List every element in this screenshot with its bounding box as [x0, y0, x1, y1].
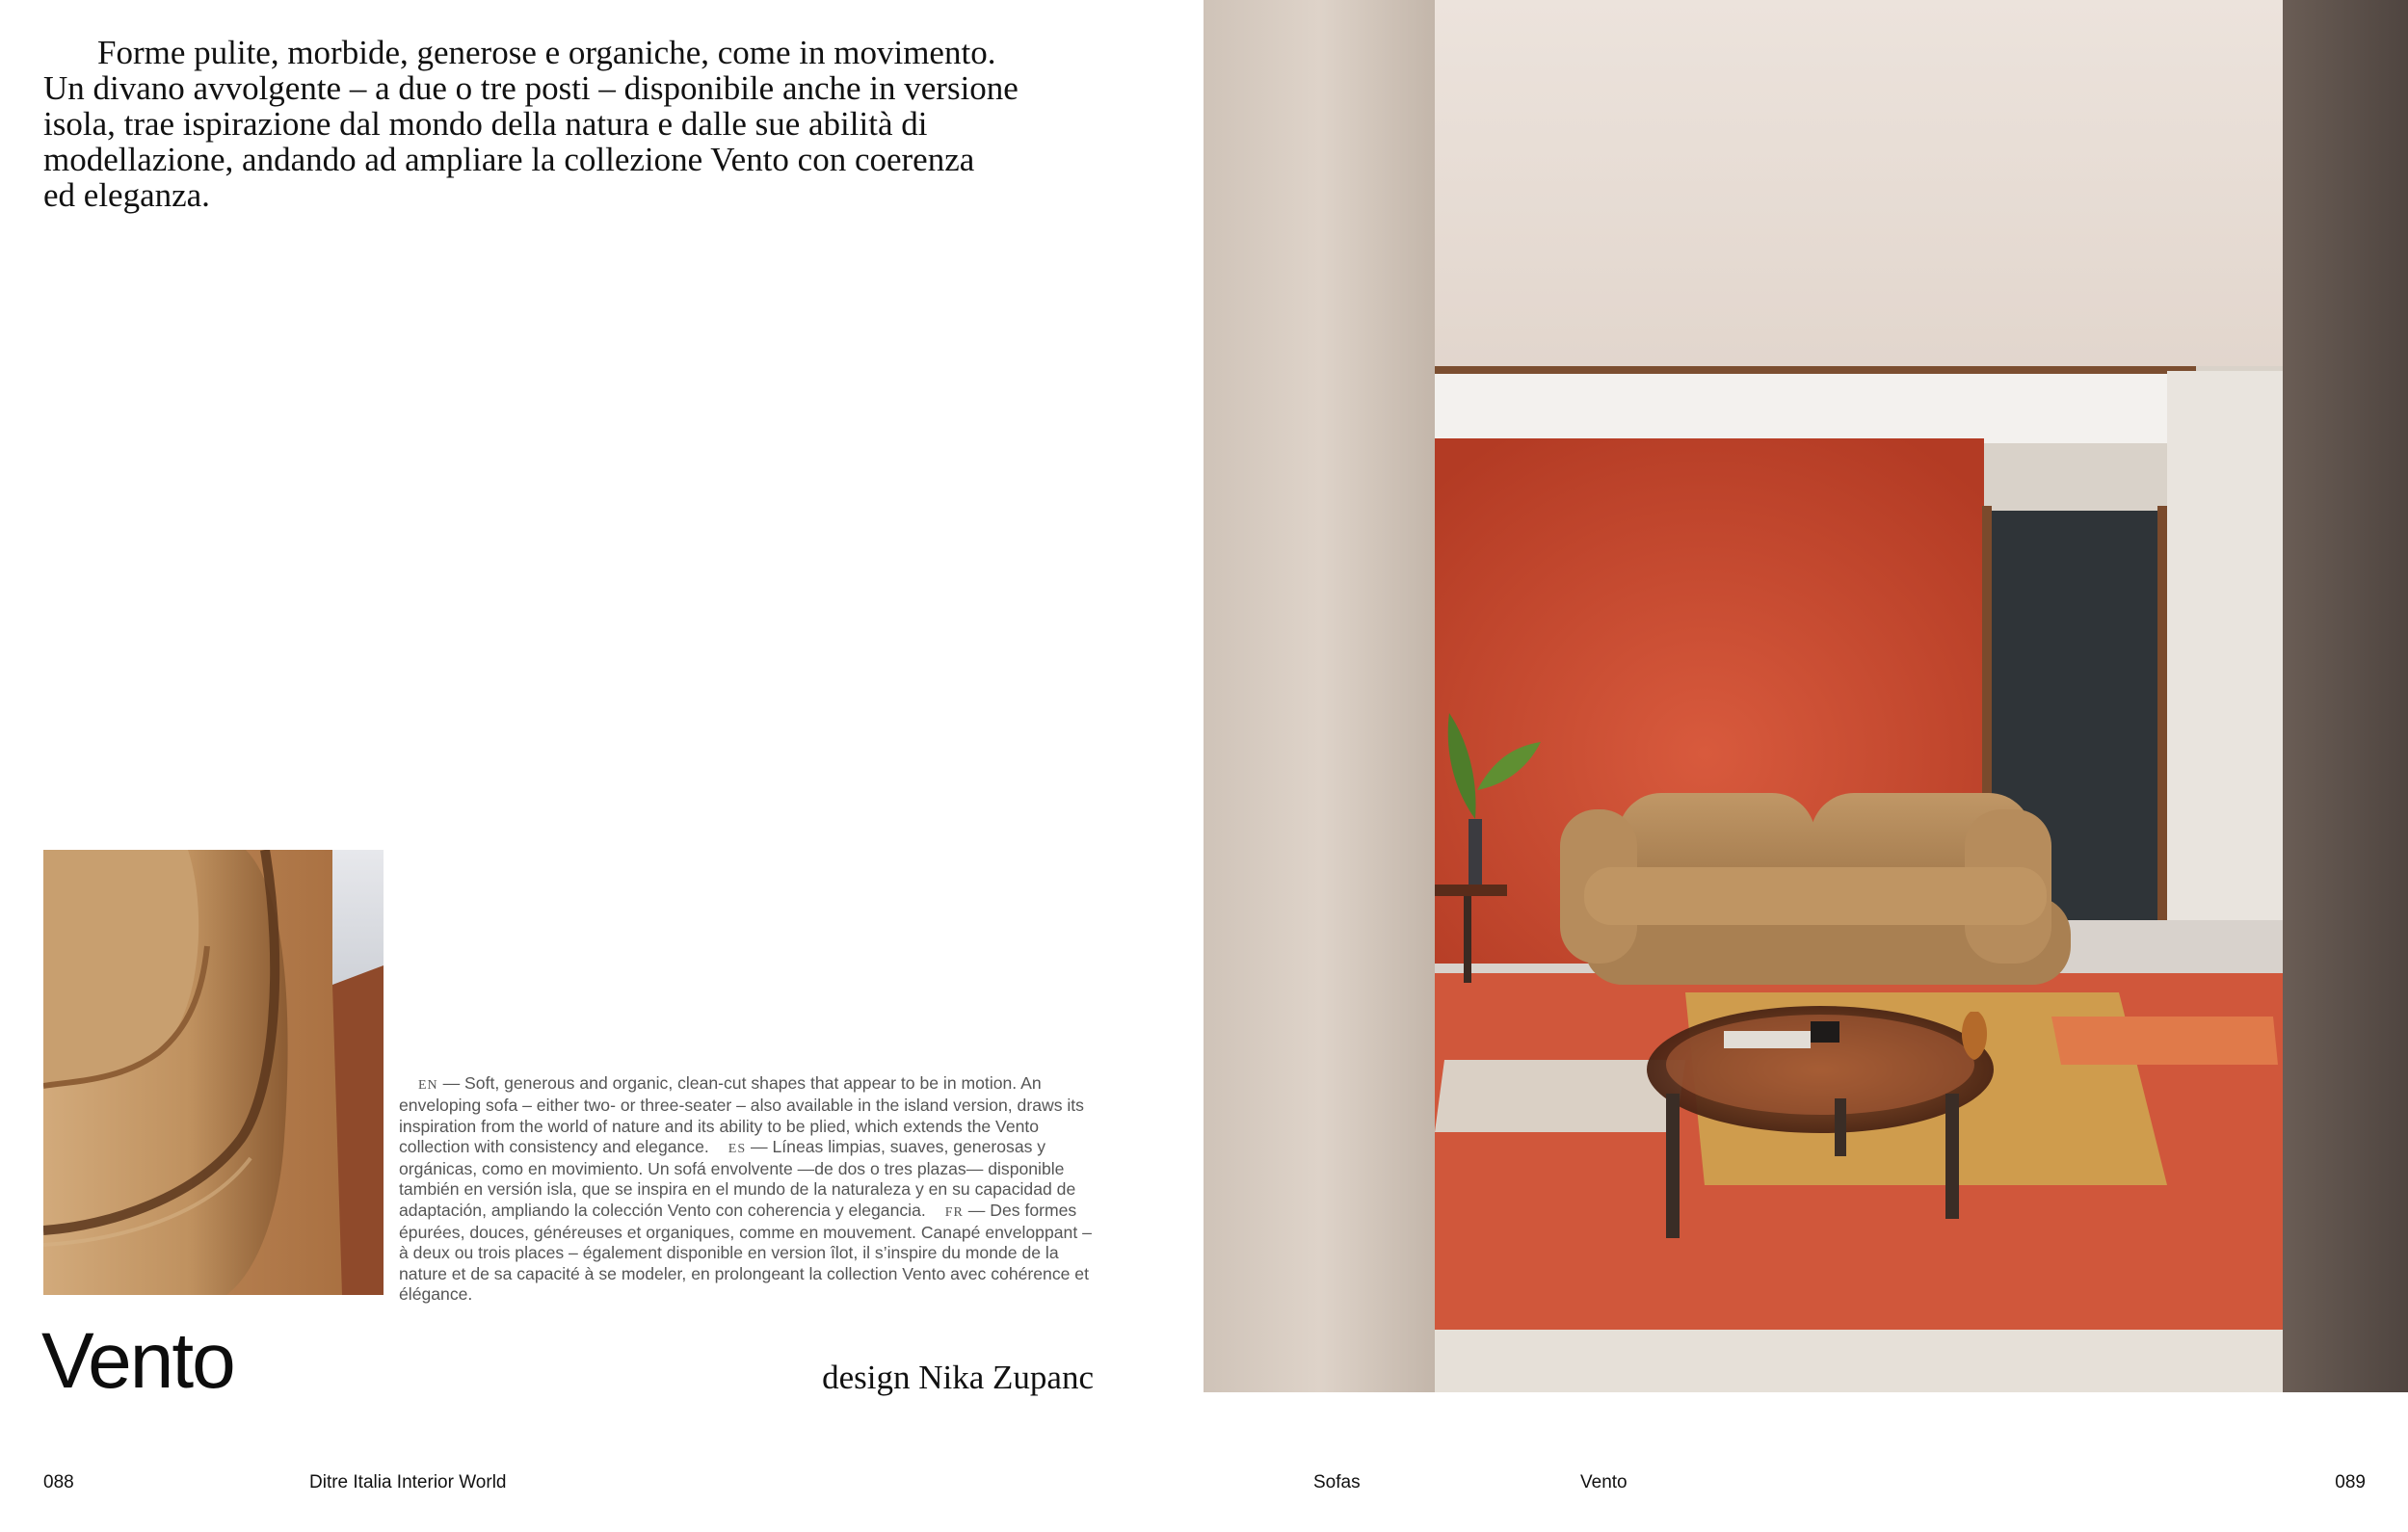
product-title: Vento — [41, 1317, 234, 1405]
translation-en: — Soft, generous and organic, clean-cut shapes that appear to be in motion. An enveloping sofa – either two- or three-seater – also available in the island version, draws its inspiration from the world of nature and its ability to be plied, which extends the Vento collection with consistency and elegance. — [399, 1073, 1084, 1156]
sofa-detail-photo — [43, 850, 384, 1295]
product-label: Vento — [1580, 1472, 1627, 1492]
translations-paragraph — [399, 1073, 1102, 1305]
language-tag-en: EN — [418, 1078, 438, 1093]
section-label: Sofas — [1313, 1472, 1361, 1492]
intro-line: ed eleganza. — [43, 176, 210, 214]
language-tag-es: ES — [728, 1141, 747, 1156]
intro-line: isola, trae ispirazione dal mondo della natura e dalle sue abilità di — [43, 105, 928, 143]
intro-line: modellazione, andando ad ampliare la collezione Vento con coerenza — [43, 141, 975, 178]
designer-credit: design Nika Zupanc — [822, 1359, 1094, 1396]
intro-line: Un divano avvolgente – a due o tre posti – disponibile anche in versione — [43, 69, 1019, 107]
page-number-left: 088 — [43, 1472, 74, 1492]
intro-paragraph — [43, 35, 1084, 213]
intro-line: Forme pulite, morbide, generose e organiche, come in movimento. — [97, 34, 996, 71]
room-photo — [1204, 0, 2408, 1392]
page-number-right: 089 — [2335, 1472, 2366, 1492]
language-tag-fr: FR — [944, 1204, 964, 1220]
translation-fr: — Des formes épurées, douces, généreuses et organiques, comme en mouvement. Canapé enveloppant – à deux ou trois places – également disponible en version îlot, il s’inspire du monde de la nature et de sa capacité à se modeler, en prolongeant la collection Vento avec cohérence et élégance. — [399, 1200, 1092, 1304]
publication-name: Ditre Italia Interior World — [309, 1472, 507, 1492]
translation-es: — Líneas limpias, suaves, generosas y orgánicas, como en movimiento. Un sofá envolvente —de dos o tres plazas— disponible también en versión isla, que se inspira en el mundo de la naturaleza y en su capacidad de adaptación, ampliando la colección Vento con coherencia y elegancia. — [399, 1136, 1076, 1220]
